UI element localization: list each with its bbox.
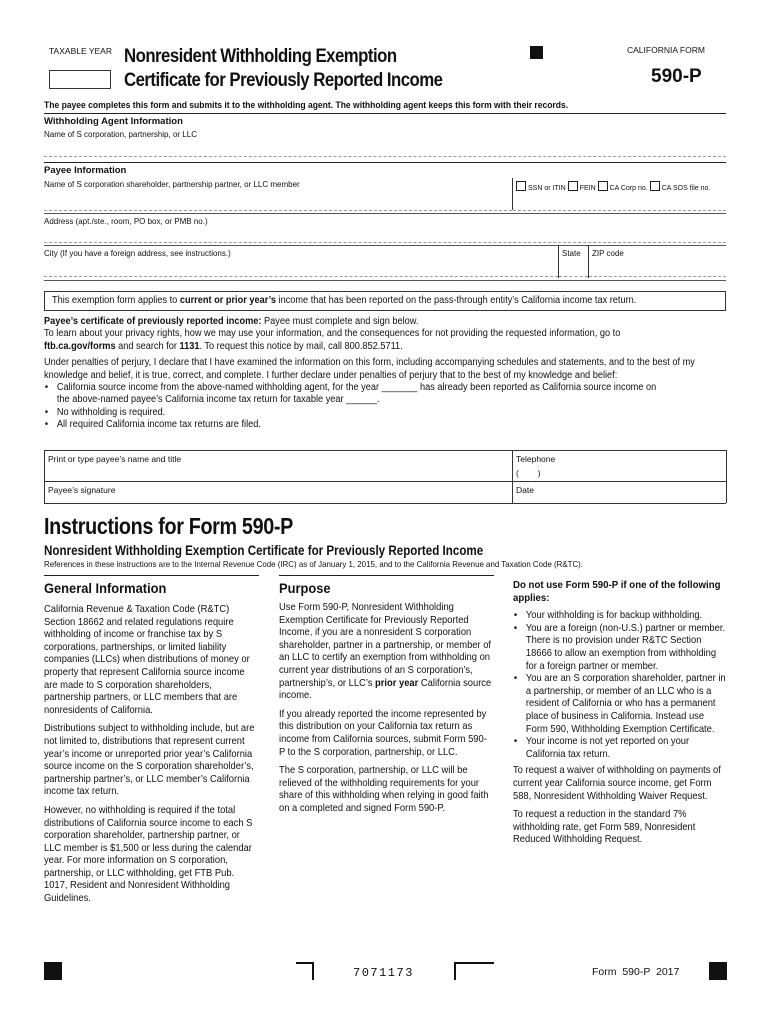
do-not-use-item: • Your withholding is for backup withholding. — [513, 610, 726, 623]
date-label: Date — [516, 485, 534, 495]
purpose-paragraph-2: If you already reported the income represented by this distribution on your California tax return as income from California sources, submit Form 590-P to the S corporation, partnership, or LLC. — [279, 708, 487, 758]
payee-name-title-label: Print or type payee’s name and title — [48, 454, 182, 464]
ca-sos-option[interactable]: CA SOS file no. — [650, 185, 711, 192]
bullet-no-withholding: • No withholding is required. — [44, 407, 725, 419]
california-form-label: CALIFORNIA FORM — [627, 45, 705, 55]
certificate-block — [44, 316, 725, 432]
footer-corner-mark-left — [296, 962, 314, 980]
payee-name-field[interactable] — [44, 210, 512, 211]
intro-text: The payee completes this form and submits it to the withholding agent. The withholding agent keeps this form with their records. — [44, 100, 569, 110]
general-paragraph-3: However, no withholding is required if the total distributions of California source income to each S corporation shareholder, partnership partner, or LLC member is $1,500 or less during the calendar year. For more information on S corporation, partnership, or LLC withholding, get FTB Pub. 1017, Resident and Nonresident Withholding Guidelines. — [44, 804, 253, 905]
footer-registration-mark-left — [44, 962, 62, 980]
purpose-paragraph-3: The S corporation, partnership, or LLC will be relieved of the withholding requirements for your share of this withholding when relying in good faith on a completed and signed Form 590-P. — [279, 765, 489, 814]
instructions-subtitle: Nonresident Withholding Exemption Certificate for Previously Reported Income — [44, 543, 484, 558]
do-not-use-column — [513, 579, 726, 853]
city-label: City (If you have a foreign address, see instructions.) — [44, 249, 231, 258]
ssn-checkbox[interactable] — [516, 181, 526, 191]
fein-option[interactable]: FEIN — [568, 185, 596, 192]
ca-corp-option[interactable]: CA Corp no. — [598, 185, 648, 192]
purpose-column — [279, 580, 492, 822]
do-not-use-item: • You are an S corporation shareholder, partner in a partnership, or member of an LLC who is a resident of California or who has a permanent place of business in California. Instead use Form 590, Withholding Exemption Certificate. — [513, 673, 726, 736]
telephone-field[interactable]: ( ) — [516, 468, 541, 478]
taxable-year-field[interactable] — [49, 70, 111, 89]
agent-section-title: Withholding Agent Information — [44, 116, 183, 127]
general-paragraph-1: California Revenue & Taxation Code (R&TC) Section 18662 and related regulations require withholding of income or franchise tax by S corporations, partnerships, or limited liability companies (LLCs) when distributions of money or property that represent California source income are made to S corporation shareholders, partnership partners, or LLC members that are nonresidents of California. — [44, 604, 250, 716]
fein-checkbox[interactable] — [568, 181, 578, 191]
do-not-use-item: • Your income is not yet reported on your California tax return. — [513, 736, 726, 761]
footer-form-code: 7071173 — [353, 966, 414, 980]
date-input[interactable] — [540, 492, 720, 502]
ca-corp-checkbox[interactable] — [598, 181, 608, 191]
payee-id-field[interactable] — [513, 210, 726, 211]
do-not-use-item: • You are a foreign (non-U.S.) partner or member. There is no provision under R&TC Section 18666 to allow an exemption from withholding for a foreign partner or member. — [513, 623, 726, 673]
address-label: Address (apt./ste., room, PO box, or PMB no.) — [44, 217, 208, 226]
footer-registration-mark-right — [709, 962, 727, 980]
address-field[interactable] — [44, 242, 726, 243]
form-number: 590-P — [651, 66, 702, 87]
payee-section-title: Payee Information — [44, 165, 127, 176]
bullet-reported: • California source income from the above-named withholding agent, for the year _______ has already been reported as California source income on the above-named payee’s California income tax return for taxable year ______. — [44, 382, 725, 407]
taxable-year-label: TAXABLE YEAR — [49, 46, 112, 56]
waiver-paragraph: To request a waiver of withholding on payments of current year California source income, get Form 588, Nonresident Withholding Waiver Request. — [513, 765, 721, 802]
general-paragraph-2: Distributions subject to withholding include, but are not limited to, distributions that represent current year’s income or unreported prior year’s California source income on the S corporation shareholder’s, partnership partner’s, or LLC member’s California income tax return. — [44, 723, 255, 798]
payee-id-type-options — [516, 181, 710, 192]
zip-field[interactable] — [589, 276, 726, 277]
registration-mark — [530, 46, 543, 59]
applies-box — [44, 291, 726, 311]
perjury-statement: Under penalties of perjury, I declare that I have examined the information on this form, including accompanying schedules and statements, and to the best of my knowledge and belief, it is true, correct, and complete. I further declare under penalties of perjury that to the best of my knowledge and belief: — [44, 357, 695, 381]
purpose-paragraph-1: Use Form 590-P, Nonresident Withholding Exemption Certificate for Previously Reported Income, if you are a nonresident S corporation shareholder, partner in a partnership, or member of an LLC to certify an exemption from withholding on current year distributions of an S corporation’s, partnership’s, or LLC’s prior year California source income. — [279, 602, 492, 702]
state-field[interactable] — [559, 276, 588, 277]
ssn-option[interactable]: SSN or ITIN — [516, 185, 566, 192]
form-title-line2: Certificate for Previously Reported Income — [124, 69, 443, 91]
telephone-label: Telephone — [516, 454, 556, 464]
form-title — [124, 44, 494, 92]
general-information-column — [44, 580, 257, 912]
signature-input[interactable] — [48, 492, 508, 502]
certificate-bullets — [44, 382, 725, 432]
privacy-line1: To learn about your privacy rights, how we may use your information, and the consequences for not providing the requested information, go to — [44, 328, 621, 340]
do-not-use-list — [513, 610, 726, 761]
payee-name-input[interactable] — [48, 462, 508, 479]
city-field[interactable] — [44, 276, 558, 277]
ca-sos-checkbox[interactable] — [650, 181, 660, 191]
state-label: State — [562, 249, 581, 258]
applies-text: This exemption form applies to current or prior year’s income that has been reported on the pass-through entity’s California income tax return. — [52, 295, 637, 306]
signature-label: Payee’s signature — [48, 485, 116, 495]
payee-name-label: Name of S corporation shareholder, partnership partner, or LLC member — [44, 180, 300, 189]
form-title-line1: Nonresident Withholding Exemption — [124, 45, 397, 67]
instructions-title: Instructions for Form 590-P — [44, 513, 293, 539]
zip-label: ZIP code — [592, 249, 624, 258]
agent-name-field[interactable] — [44, 156, 726, 157]
certificate-heading: Payee’s certificate of previously reported income: Payee must complete and sign below. — [44, 316, 419, 327]
privacy-link[interactable]: ftb.ca.gov/forms — [44, 340, 116, 352]
footer-form-reference: Form 590-P 2017 — [592, 966, 680, 978]
bullet-returns-filed: • All required California income tax returns are filed. — [44, 419, 725, 431]
reduction-paragraph: To request a reduction in the standard 7% withholding rate, get Form 589, Nonresident Reduced Withholding Request. — [513, 809, 696, 846]
general-heading: General Information — [44, 580, 167, 596]
purpose-heading: Purpose — [279, 580, 331, 596]
instructions-references: References in these instructions are to the Internal Revenue Code (IRC) as of January 1, 2015, and to the California Revenue and Taxation Code (R&TC). — [44, 559, 584, 569]
privacy-line2: ftb.ca.gov/forms and search for 1131. To request this notice by mail, call 800.852.5711. — [44, 340, 403, 352]
do-not-use-heading: Do not use Form 590-P if one of the following applies: — [513, 579, 721, 604]
agent-name-label: Name of S corporation, partnership, or LLC — [44, 130, 197, 139]
footer-corner-mark-right — [454, 962, 494, 980]
